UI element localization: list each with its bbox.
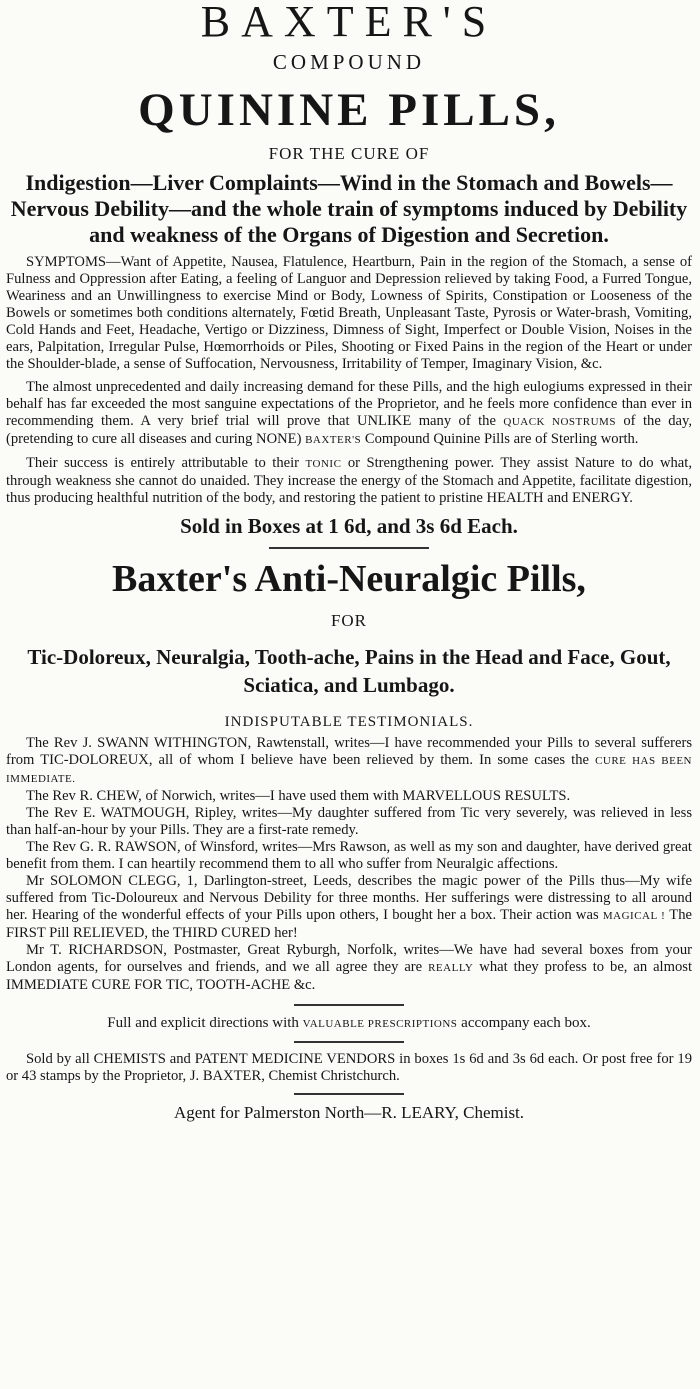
for-the-cure-of: FOR THE CURE OF	[268, 144, 430, 163]
anti-neuralgic-advertisement	[6, 557, 692, 1123]
tonic-smallcaps: TONIC	[305, 458, 342, 470]
divider	[294, 1093, 404, 1095]
divider	[294, 1041, 404, 1043]
testimonial-text: what they profess to be, an almost IMMEDIATE CURE FOR TIC, TOOTH-ACHE &c.	[6, 959, 692, 993]
testimonial-text: Mr SOLOMON CLEGG, 1, Darlington-street, Leeds, describes the magic power of the Pills thus—My wife suffered from Tic-Doloureux and Nervous Debility for three months. Her sufferings were distressing to all around her. Hearing of the wonderful effects of your Pills upon others, I bought her a box. Their action was	[6, 873, 692, 923]
divider	[269, 547, 429, 549]
divider	[294, 1004, 404, 1006]
vendors-paragraph: Sold by all CHEMISTS and PATENT MEDICINE VENDORS in boxes 1s 6d and 3s 6d each. Or post free for 19 or 43 stamps by the Proprietor, J. BAXTER, Chemist Christchurch.	[6, 1051, 692, 1084]
testimonial-text: The Rev J. SWANN WITHINGTON, Rawtenstall, writes—I have recommended your Pills to several sufferers from TIC-DOLOREUX, all of whom I believe have been relieved by them. In some cases the	[6, 735, 692, 768]
brand-name: BAXTER'S	[200, 0, 498, 46]
success-paragraph	[6, 455, 692, 507]
testimonial-watmough: The Rev E. WATMOUGH, Ripley, writes—My daughter suffered from Tic very severely, was relieved in less than half-an-hour by your Pills. They are a first-rate remedy.	[6, 805, 692, 838]
ailments-list: Tic-Doloreux, Neuralgia, Tooth-ache, Pains in the Head and Face, Gout, Sciatica, and Lumbago.	[27, 645, 671, 697]
demand-text-c: Compound Quinine Pills are of Sterling worth.	[361, 431, 639, 447]
quinine-advertisement	[6, 0, 692, 539]
testimonial-smallcaps: CURE HAS BEEN IMMEDIATE.	[6, 755, 692, 785]
success-text-b: or Strengthening power. They assist Nature to do what, through weakness she cannot do unaided. They increase the energy of the Stomach and Appetite, facilitate digestion, thus producing healthful nutrition of the body, and restoring the patient to pristine HEALTH and ENERGY.	[6, 455, 692, 506]
testimonial-smallcaps: REALLY	[428, 962, 474, 974]
price-line: Sold in Boxes at 1 6d, and 3s 6d Each.	[180, 514, 518, 538]
success-text-a: Their success is entirely attributable to their	[26, 455, 306, 471]
testimonials-heading: INDISPUTABLE TESTIMONIALS.	[224, 714, 474, 730]
baxters-smallcaps: BAXTER'S	[305, 434, 362, 446]
testimonial-clegg	[6, 873, 692, 942]
quack-nostrums: QUACK NOSTRUMS	[503, 416, 616, 428]
symptoms-paragraph: SYMPTOMS—Want of Appetite, Nausea, Flatulence, Heartburn, Pain in the region of the Stomach, a sense of Fulness and Oppression after Eating, a feeling of Languor and Depression relieved by taking Food, a Furred Tongue, Weariness and an Unwillingness to exercise Mind or Body, Lowness of Spirits, Constipation or Looseness of the Bowels or sometimes both conditions alternately, Fœtid Breath, Unpleasant Taste, Pyrosis or Water-brash, Vomiting, Cold Hands and Feet, Headache, Vertigo or Dizziness, Dimness of Sight, Imperfect or Double Vision, Noises in the ears, Palpitation, Irregular Pulse, Hœmorrhoids or Piles, Shooting or Fixed Pains in the region of the Heart or under the Shoulder-blade, a sense of Suffocation, Nervousness, Irritability of Temper, Imaginary Vision, &c.	[6, 254, 692, 372]
for-label: FOR	[330, 611, 368, 630]
directions-smallcaps: VALUABLE PRESCRIPTIONS	[302, 1018, 458, 1030]
product-title: QUININE PILLS,	[138, 84, 560, 136]
testimonial-richardson	[6, 942, 692, 994]
testimonial-rawson: The Rev G. R. RAWSON, of Winsford, writes—Mrs Rawson, as well as my son and daughter, have derived great benefit from them. I can heartily recommend them to all who suffer from Neuralgic affections.	[6, 839, 692, 872]
testimonial-withington	[6, 735, 692, 788]
directions-text: Full and explicit directions with	[107, 1015, 303, 1031]
testimonial-text: Mr T. RICHARDSON, Postmaster, Great Ryburgh, Norfolk, writes—We have had several boxes from your London agents, for ourselves and friends, and we all agree they are	[6, 942, 692, 975]
testimonial-smallcaps: MAGICAL !	[602, 910, 666, 922]
cures-list: Indigestion—Liver Complaints—Wind in the Stomach and Bowels—Nervous Debility—and the whole train of symptoms induced by Debility and weakness of the Organs of Digestion and Secretion.	[10, 170, 688, 247]
directions-line	[6, 1014, 692, 1033]
agent-line: Agent for Palmerston North—R. LEARY, Chemist.	[173, 1103, 525, 1122]
anti-neuralgic-title: Baxter's Anti-Neuralgic Pills,	[112, 558, 586, 600]
testimonial-chew: The Rev R. CHEW, of Norwich, writes—I have used them with MARVELLOUS RESULTS.	[26, 788, 571, 804]
compound-label: COMPOUND	[272, 50, 426, 74]
demand-text-b: of the day, (pretending to cure all diseases and curing NONE)	[6, 413, 692, 447]
demand-paragraph	[6, 379, 692, 449]
demand-text-a: The almost unprecedented and daily increasing demand for these Pills, and the high eulogiums expressed in their behalf has far exceeded the most sanguine expectations of the Proprietor, and he feels more confidence than ever in recommending them. A very brief trial will prove that UNLIKE many of the	[6, 379, 692, 429]
directions-text: accompany each box.	[457, 1015, 591, 1031]
testimonial-text: The FIRST Pill RELIEVED, the THIRD CURED her!	[6, 907, 693, 941]
